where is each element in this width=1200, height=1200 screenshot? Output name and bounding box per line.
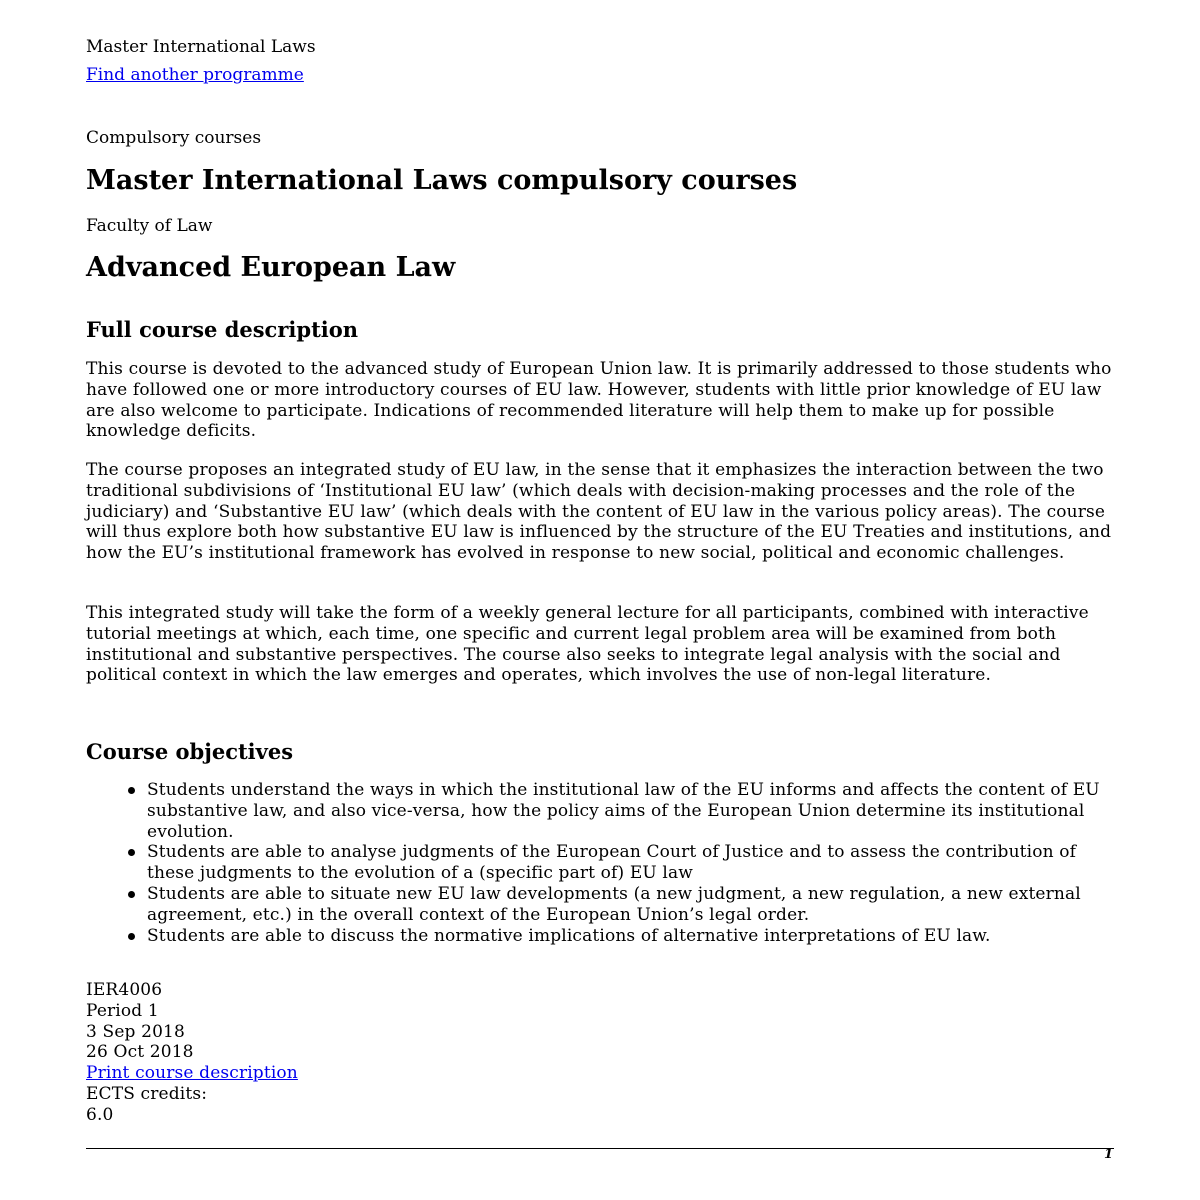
page-number: 1 [1104, 1147, 1114, 1162]
course-title: Advanced European Law [86, 252, 456, 283]
objective-text: Students are able to discuss the normative implications of alternative interpretations of EU law. [147, 925, 991, 946]
bullet-icon [128, 849, 135, 856]
print-course-description-link[interactable]: Print course description [86, 1063, 298, 1084]
objective-item [147, 884, 1116, 926]
ects-label: ECTS credits: [86, 1083, 208, 1104]
objectives-list [86, 780, 1116, 946]
page-title: Master International Laws compulsory courses [86, 165, 798, 196]
end-date: 26 Oct 2018 [86, 1042, 194, 1063]
description-paragraph: The course proposes an integrated study of EU law, in the sense that it emphasizes the interaction between the two traditional subdivisions of ‘Institutional EU law’ (which deals with decision-making processes and the role of the judiciary) and ‘Substantive EU law’ (which deals with the content of EU law in the various policy areas). The course will thus explore both how substantive EU law is influenced by the structure of the EU Treaties and institutions, and how the EU’s institutional framework has evolved in response to new social, political and economic challenges. [86, 460, 1112, 564]
bullet-icon [128, 891, 135, 898]
find-another-programme-link[interactable]: Find another programme [86, 65, 304, 85]
objective-item [147, 842, 1116, 884]
objective-text: Students understand the ways in which the institutional law of the EU informs and affects the content of EU substantive law, and also vice-versa, how the policy aims of the European Union determine its institutional evolution. [147, 780, 1100, 842]
objective-text: Students are able to situate new EU law developments (a new judgment, a new regulation, a new external agreement, etc.) in the overall context of the European Union’s legal order. [147, 883, 1081, 925]
objective-text: Students are able to analyse judgments of the European Court of Justice and to assess the contribution of these judgments to the evolution of a (specific part of) EU law [147, 842, 1077, 884]
objective-item [147, 926, 1116, 947]
compulsory-courses-label: Compulsory courses [86, 128, 262, 148]
description-paragraph: This course is devoted to the advanced study of European Union law. It is primarily addressed to those students who have followed one or more introductory courses of EU law. However, students with little prior knowledge of EU law are also welcome to participate. Indications of recommended literature will help them to make up for possible knowledge deficits. [86, 359, 1112, 442]
course-code: IER4006 [86, 980, 163, 1000]
ects-value: 6.0 [86, 1104, 114, 1125]
full-description-heading: Full course description [86, 317, 359, 342]
description-paragraph: This integrated study will take the form of a weekly general lecture for all participants, combined with interactive tutorial meetings at which, each time, one specific and current legal problem area will be examined from both institutional and substantive perspectives. The course also seeks to integrate legal analysis with the social and political context in which the law emerges and operates, which involves the use of non-legal literature. [86, 603, 1089, 686]
footer-divider [86, 1148, 1114, 1149]
course-meta [86, 980, 298, 1126]
course-objectives-heading: Course objectives [86, 739, 294, 764]
faculty-label: Faculty of Law [86, 216, 213, 236]
start-date: 3 Sep 2018 [86, 1021, 185, 1042]
objective-item [147, 780, 1116, 842]
programme-name: Master International Laws [86, 37, 316, 57]
course-period: Period 1 [86, 1000, 159, 1021]
bullet-icon [128, 933, 135, 940]
bullet-icon [128, 787, 135, 794]
